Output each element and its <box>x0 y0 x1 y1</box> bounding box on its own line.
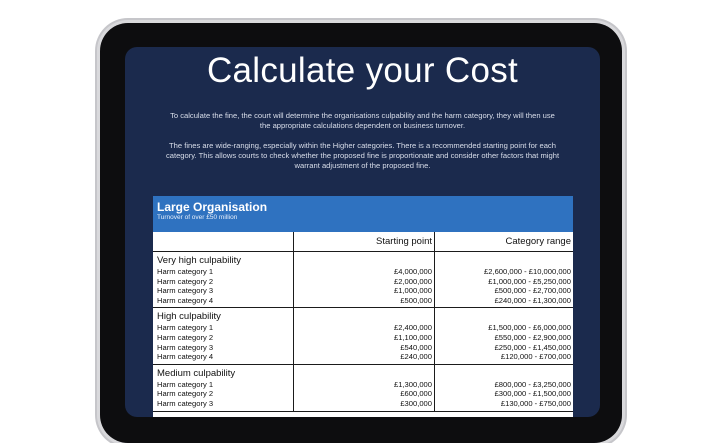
category-range-cell <box>435 364 574 411</box>
harm-labels-cell <box>153 364 294 411</box>
culpability-label: Very high culpability <box>157 255 241 266</box>
cost-table <box>153 232 573 412</box>
starting-point-cell <box>294 364 435 411</box>
harm-labels-cell <box>153 308 294 364</box>
category-range-cell <box>435 308 574 364</box>
card-header <box>153 196 573 232</box>
harm-category-label: Harm category 4 <box>157 295 214 305</box>
starting-point-cell <box>294 308 435 364</box>
column-header-starting-point: Starting point <box>294 232 435 252</box>
starting-point-value: £1,100,000 <box>393 332 432 342</box>
category-range-value: £500,000 - £2,700,000 <box>494 286 571 296</box>
category-range-value: £1,500,000 - £6,000,000 <box>488 323 571 333</box>
harm-category-label: Harm category 1 <box>157 267 214 276</box>
cost-table-card <box>153 196 573 417</box>
category-range-cell <box>435 252 574 308</box>
harm-category-label: Harm category 2 <box>157 389 214 399</box>
culpability-group-row <box>153 364 573 411</box>
card-subtitle: Turnover of over £50 million <box>157 214 238 221</box>
starting-point-value: £2,400,000 <box>393 323 432 333</box>
culpability-group-row <box>153 308 573 364</box>
starting-point-value: £1,000,000 <box>393 286 432 296</box>
harm-category-label: Harm category 3 <box>157 398 214 408</box>
harm-category-label: Harm category 3 <box>157 286 214 296</box>
category-range-value: £120,000 - £700,000 <box>500 352 571 362</box>
starting-point-cell <box>294 252 435 308</box>
category-range-value: £2,600,000 - £10,000,000 <box>484 267 571 276</box>
starting-point-value: £1,300,000 <box>393 379 432 389</box>
harm-category-label: Harm category 3 <box>157 342 214 352</box>
category-range-value: £1,000,000 - £5,250,000 <box>488 276 571 286</box>
starting-point-value: £240,000 <box>400 352 432 362</box>
culpability-label: High culpability <box>157 311 221 323</box>
category-range-value: £300,000 - £1,500,000 <box>494 389 571 399</box>
intro-paragraph-2: The fines are wide-ranging, especially within the Higher categories. There is a recommended starting point for each category. This allows courts to check whether the proposed fine is proportionate and consider other factors that might warrant adjustment of the proposed fine. <box>165 141 560 170</box>
table-header-row <box>153 232 573 252</box>
culpability-group-row <box>153 252 573 308</box>
cell-spacer <box>294 311 432 323</box>
cell-spacer <box>294 255 432 267</box>
intro-paragraph-1: To calculate the fine, the court will determine the organisations culpability and the harm category, they will then use the appropriate calculations dependent on business turnover. <box>170 111 555 130</box>
harm-category-label: Harm category 1 <box>157 323 214 333</box>
category-range-value: £800,000 - £3,250,000 <box>494 379 571 389</box>
category-range-value: £250,000 - £1,450,000 <box>494 342 571 352</box>
starting-point-value: £600,000 <box>400 389 432 399</box>
starting-point-value: £500,000 <box>400 295 432 305</box>
page-title: Calculate your Cost <box>206 51 519 90</box>
harm-labels-cell <box>153 252 294 308</box>
cell-spacer <box>435 368 571 380</box>
starting-point-value: £300,000 <box>400 398 432 408</box>
culpability-label: Medium culpability <box>157 367 236 379</box>
harm-category-label: Harm category 4 <box>157 352 214 362</box>
cell-spacer <box>435 255 571 267</box>
cell-spacer <box>435 311 571 323</box>
category-range-value: £550,000 - £2,900,000 <box>494 332 571 342</box>
harm-category-label: Harm category 1 <box>157 379 214 389</box>
column-header-blank <box>153 232 294 252</box>
harm-category-label: Harm category 2 <box>157 332 214 342</box>
category-range-value: £130,000 - £750,000 <box>500 398 571 408</box>
starting-point-value: £2,000,000 <box>393 276 432 286</box>
column-header-category-range: Category range <box>435 232 574 252</box>
card-title: Large Organisation <box>157 200 268 214</box>
harm-category-label: Harm category 2 <box>157 276 214 286</box>
category-range-value: £240,000 - £1,300,000 <box>494 295 571 305</box>
cell-spacer <box>294 368 432 380</box>
starting-point-value: £4,000,000 <box>393 267 432 276</box>
tablet-screen <box>125 47 600 417</box>
starting-point-value: £540,000 <box>400 342 432 352</box>
